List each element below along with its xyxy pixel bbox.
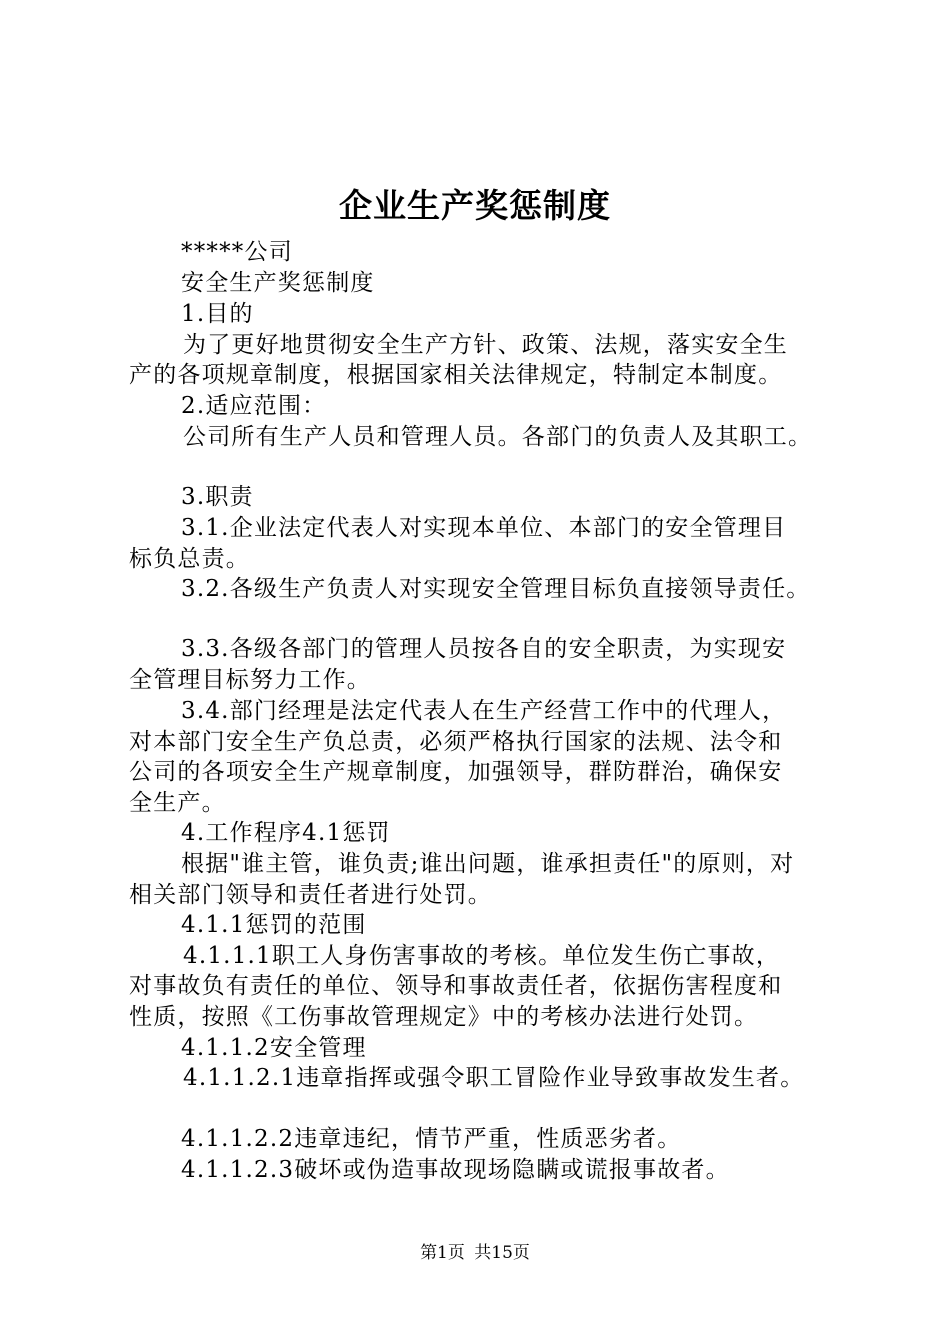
section-heading: 1.目的: [181, 301, 254, 327]
section-heading: 2.适应范围：: [181, 393, 327, 419]
subtitle-line: 安全生产奖惩制度: [181, 270, 375, 296]
paragraph-line: 3.2.各级生产负责人对实现安全管理目标负直接领导责任。: [181, 576, 811, 602]
page-footer: [0, 1242, 950, 1264]
paragraph-line: 4.1.1.1职工人身伤害事故的考核。单位发生伤亡事故，: [183, 943, 781, 969]
paragraph-line: 对事故负有责任的单位、领导和事故责任者，依据伤害程度和: [129, 973, 783, 999]
paragraph-line: 3.3.各级各部门的管理人员按各自的安全职责，为实现安: [181, 636, 787, 662]
paragraph-line: 根据"谁主管，谁负责;谁出问题，谁承担责任"的原则，对: [181, 851, 795, 877]
page-total: 共15页: [474, 1243, 530, 1263]
paragraph-line: 全生产。: [129, 790, 226, 816]
paragraph-line: 公司的各项安全生产规章制度，加强领导，群防群治，确保安: [129, 759, 783, 785]
section-heading: 4.工作程序4.1惩罚: [181, 820, 391, 846]
paragraph-line: 对本部门安全生产负总责，必须严格执行国家的法规、法令和: [129, 729, 783, 755]
paragraph-line: 相关部门领导和责任者进行处罚。: [129, 882, 492, 908]
page-number: 第1页: [420, 1243, 465, 1263]
paragraph-line: 为了更好地贯彻安全生产方针、政策、法规，落实安全生: [183, 332, 788, 358]
document-title: 企业生产奖惩制度: [339, 186, 611, 225]
paragraph-line: 产的各项规章制度，根据国家相关法律规定，特制定本制度。: [129, 362, 783, 388]
paragraph-line: 4.1.1.2.1违章指挥或强令职工冒险作业导致事故发生者。: [183, 1065, 805, 1091]
company-line: *****公司: [181, 239, 293, 265]
section-heading: 3.职责: [181, 484, 254, 510]
paragraph-line: 性质，按照《工伤事故管理规定》中的考核办法进行处罚。: [129, 1004, 759, 1030]
paragraph-line: 全管理目标努力工作。: [129, 667, 371, 693]
paragraph-line: 公司所有生产人员和管理人员。各部门的负责人及其职工。: [183, 424, 813, 450]
section-heading: 4.1.1惩罚的范围: [181, 912, 367, 938]
section-heading: 4.1.1.2安全管理: [181, 1035, 367, 1061]
paragraph-line: 3.4.部门经理是法定代表人在生产经营工作中的代理人，: [181, 698, 787, 724]
paragraph-line: 标负总责。: [129, 546, 250, 572]
paragraph-line: 4.1.1.2.2违章违纪，情节严重，性质恶劣者。: [181, 1126, 682, 1152]
paragraph-line: 4.1.1.2.3破坏或伪造事故现场隐瞒或谎报事故者。: [181, 1157, 730, 1183]
paragraph-line: 3.1.企业法定代表人对实现本单位、本部门的安全管理目: [181, 515, 787, 541]
